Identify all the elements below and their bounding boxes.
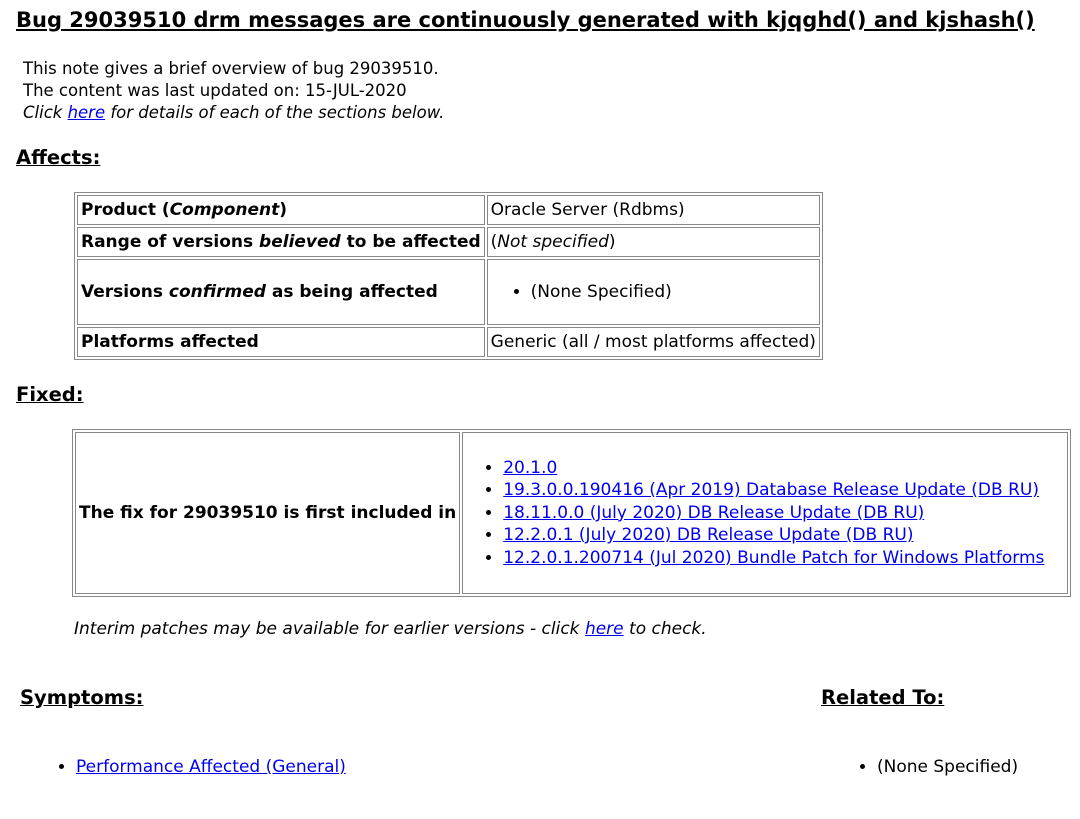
list-item	[503, 547, 1064, 570]
interim-check-link[interactable]: here	[584, 619, 624, 639]
intro-line-click	[23, 102, 444, 124]
fixed-table	[72, 429, 1071, 597]
intro-line-overview: This note gives a brief overview of bug 29039510.	[23, 59, 439, 78]
product-label	[77, 195, 485, 225]
table-row	[75, 432, 1068, 594]
list-item	[76, 756, 346, 779]
table-row	[77, 327, 820, 357]
list-item	[503, 502, 1064, 525]
interim-note	[74, 619, 707, 639]
fix-versions-cell	[462, 432, 1068, 594]
product-label-part: )	[279, 200, 288, 220]
affects-heading: Affects:	[16, 146, 101, 169]
list-item: • (None Specified)	[531, 281, 816, 304]
list-item	[503, 457, 1064, 480]
related-list	[837, 756, 1018, 779]
fix-version-link[interactable]: 20.1.0	[503, 457, 558, 478]
fix-version-link[interactable]: 12.2.0.1.200714 (Jul 2020) Bundle Patch for Windows Platforms	[503, 547, 1045, 568]
intro-line-updated: The content was last updated on: 15-JUL-2020	[23, 81, 407, 100]
interim-text: Interim patches may be available for earlier versions - click	[74, 619, 585, 639]
range-value	[487, 227, 820, 257]
platforms-value: Generic (all / most platforms affected)	[487, 327, 820, 357]
confirmed-value-cell	[487, 259, 820, 325]
table-row	[77, 227, 820, 257]
product-label-part: Product (	[81, 200, 170, 220]
range-value-part: )	[608, 232, 616, 252]
fix-version-link[interactable]: 19.3.0.0.190416 (Apr 2019) Database Release Update (DB RU)	[503, 480, 1039, 501]
list-item	[503, 524, 1064, 547]
affects-table	[74, 192, 823, 360]
intro-click-suffix: for details of each of the sections below.	[105, 103, 445, 122]
component-label-part: Component	[169, 200, 280, 220]
fix-version-link[interactable]: 18.11.0.0 (July 2020) DB Release Update (DB RU)	[503, 502, 925, 523]
fixed-heading: Fixed:	[16, 383, 84, 406]
related-block	[837, 756, 1018, 779]
range-label-part: Range of versions	[81, 232, 260, 252]
list-item: • (None Specified)	[877, 756, 1018, 779]
confirmed-list	[491, 281, 816, 304]
symptoms-block	[36, 756, 346, 779]
symptoms-heading: Symptoms:	[20, 686, 144, 709]
confirmed-label	[77, 259, 485, 325]
page-title: Bug 29039510 drm messages are continuously generated with kjqghd() and kjshash()	[16, 8, 1035, 32]
symptom-link[interactable]: Performance Affected (General)	[76, 757, 346, 777]
table-row	[77, 259, 820, 325]
intro-click-prefix: Click	[23, 103, 68, 122]
symptoms-list	[36, 756, 346, 779]
range-label-part: to be affected	[340, 232, 481, 252]
range-label	[77, 227, 485, 257]
list-item	[503, 479, 1064, 502]
range-value-part: Not specified	[497, 232, 609, 252]
interim-text: to check.	[623, 619, 707, 639]
table-row	[77, 195, 820, 225]
fix-version-link[interactable]: 12.2.0.1 (July 2020) DB Release Update (DB RU)	[503, 525, 914, 546]
fix-label: The fix for 29039510 is first included in	[75, 432, 460, 594]
confirmed-label-part: as being affected	[265, 282, 438, 302]
range-believed-part: believed	[259, 232, 341, 252]
product-value: Oracle Server (Rdbms)	[487, 195, 820, 225]
confirmed-label-part: Versions	[81, 282, 169, 302]
confirmed-label-part: confirmed	[168, 282, 266, 302]
platforms-label: Platforms affected	[77, 327, 485, 357]
range-value-part: (	[490, 232, 498, 252]
intro-block	[23, 58, 444, 124]
related-heading: Related To:	[821, 686, 945, 709]
fix-version-list	[466, 457, 1064, 570]
details-link[interactable]: here	[67, 103, 106, 122]
